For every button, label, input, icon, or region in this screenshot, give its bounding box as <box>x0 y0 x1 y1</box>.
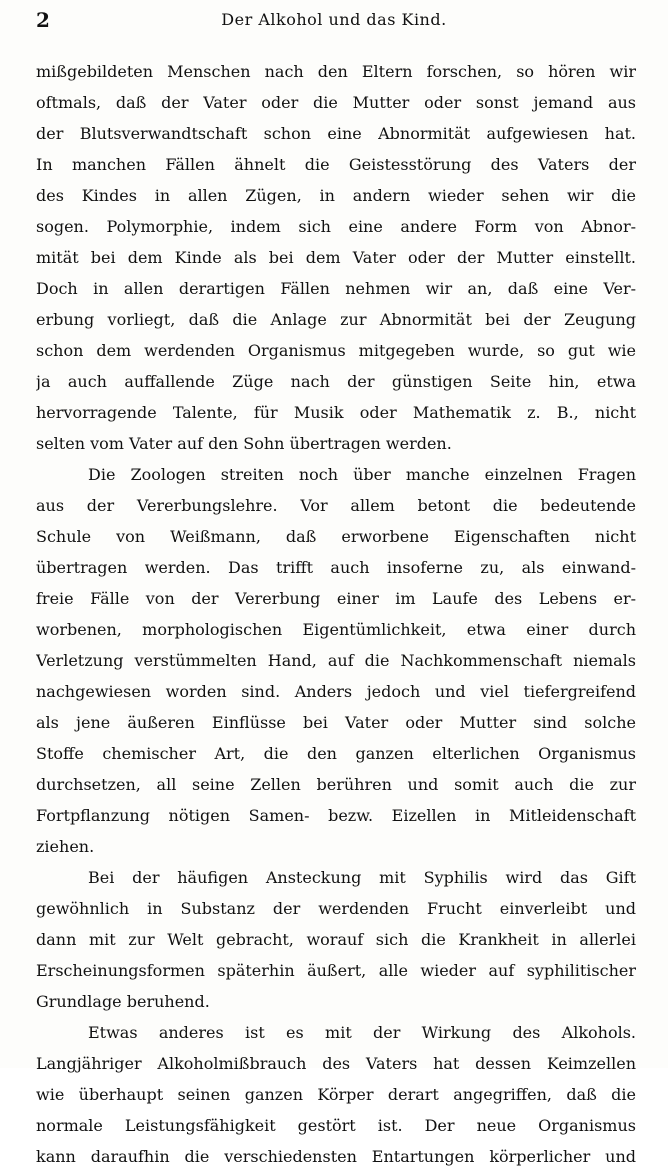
page-header <box>36 8 632 34</box>
text-line: schon dem werdenden Organismus mitgegeben wurde, so gut wie <box>36 341 636 360</box>
text-line: Verletzung verstümmelten Hand, auf die Nachkommenschaft niemals <box>36 651 636 670</box>
text-line: gewöhnlich in Substanz der werdenden Frucht einverleibt und <box>36 899 636 918</box>
text-line: Langjähriger Alkoholmißbrauch des Vaters hat dessen Keimzellen <box>36 1054 636 1073</box>
text-line: Doch in allen derartigen Fällen nehmen wir an, daß eine Ver- <box>36 279 636 298</box>
body-text <box>36 56 636 1172</box>
paragraph-start-line: Bei der häufigen Ansteckung mit Syphilis wird das Gift <box>88 868 636 887</box>
text-line: aus der Vererbungslehre. Vor allem betont die bedeutende <box>36 496 636 515</box>
page-number: 2 <box>36 8 50 32</box>
running-title: Der Alkohol und das Kind. <box>221 10 447 29</box>
text-line: nachgewiesen worden sind. Anders jedoch und viel tiefergreifend <box>36 682 636 701</box>
text-line: hervorragende Talente, für Musik oder Mathematik z. B., nicht <box>36 403 636 422</box>
text-line: Stoffe chemischer Art, die den ganzen elterlichen Organismus <box>36 744 636 763</box>
text-line: sogen. Polymorphie, indem sich eine andere Form von Abnor- <box>36 217 636 236</box>
text-line: ja auch auffallende Züge nach der günstigen Seite hin, etwa <box>36 372 636 391</box>
text-line: mißgebildeten Menschen nach den Eltern forschen, so hören wir <box>36 62 636 81</box>
text-line: übertragen werden. Das trifft auch insoferne zu, als einwand- <box>36 558 636 577</box>
paragraph-start-line: Die Zoologen streiten noch über manche einzelnen Fragen <box>88 465 636 484</box>
text-line: durchsetzen, all seine Zellen berühren und somit auch die zur <box>36 775 636 794</box>
paragraph-end-line: selten vom Vater auf den Sohn übertragen werden. <box>36 434 452 453</box>
text-line: worbenen, morphologischen Eigentümlichkeit, etwa einer durch <box>36 620 636 639</box>
text-line: der Blutsverwandtschaft schon eine Abnormität aufgewiesen hat. <box>36 124 636 143</box>
text-line: oftmals, daß der Vater oder die Mutter oder sonst jemand aus <box>36 93 636 112</box>
text-line: dann mit zur Welt gebracht, worauf sich die Krankheit in allerlei <box>36 930 636 949</box>
text-line: Schule von Weißmann, daß erworbene Eigenschaften nicht <box>36 527 636 546</box>
paragraph-end-line: ziehen. <box>36 837 95 856</box>
text-line: normale Leistungsfähigkeit gestört ist. Der neue Organismus <box>36 1116 636 1135</box>
text-line: Fortpflanzung nötigen Samen- bezw. Eizellen in Mitleidenschaft <box>36 806 636 825</box>
text-line: mität bei dem Kinde als bei dem Vater oder der Mutter einstellt. <box>36 248 636 267</box>
paragraph-end-line: Grundlage beruhend. <box>36 992 210 1011</box>
text-line: kann daraufhin die verschiedensten Entartungen körperlicher und <box>36 1147 636 1166</box>
text-line: als jene äußeren Einflüsse bei Vater oder Mutter sind solche <box>36 713 636 732</box>
text-line: freie Fälle von der Vererbung einer im Laufe des Lebens er- <box>36 589 636 608</box>
paragraph-start-line: Etwas anderes ist es mit der Wirkung des Alkohols. <box>88 1023 636 1042</box>
text-line: wie überhaupt seinen ganzen Körper derart angegriffen, daß die <box>36 1085 636 1104</box>
text-line: Erscheinungsformen späterhin äußert, alle wieder auf syphilitischer <box>36 961 636 980</box>
text-line: In manchen Fällen ähnelt die Geistesstörung des Vaters der <box>36 155 636 174</box>
text-line: des Kindes in allen Zügen, in andern wieder sehen wir die <box>36 186 636 205</box>
text-line: erbung vorliegt, daß die Anlage zur Abnormität bei der Zeugung <box>36 310 636 329</box>
